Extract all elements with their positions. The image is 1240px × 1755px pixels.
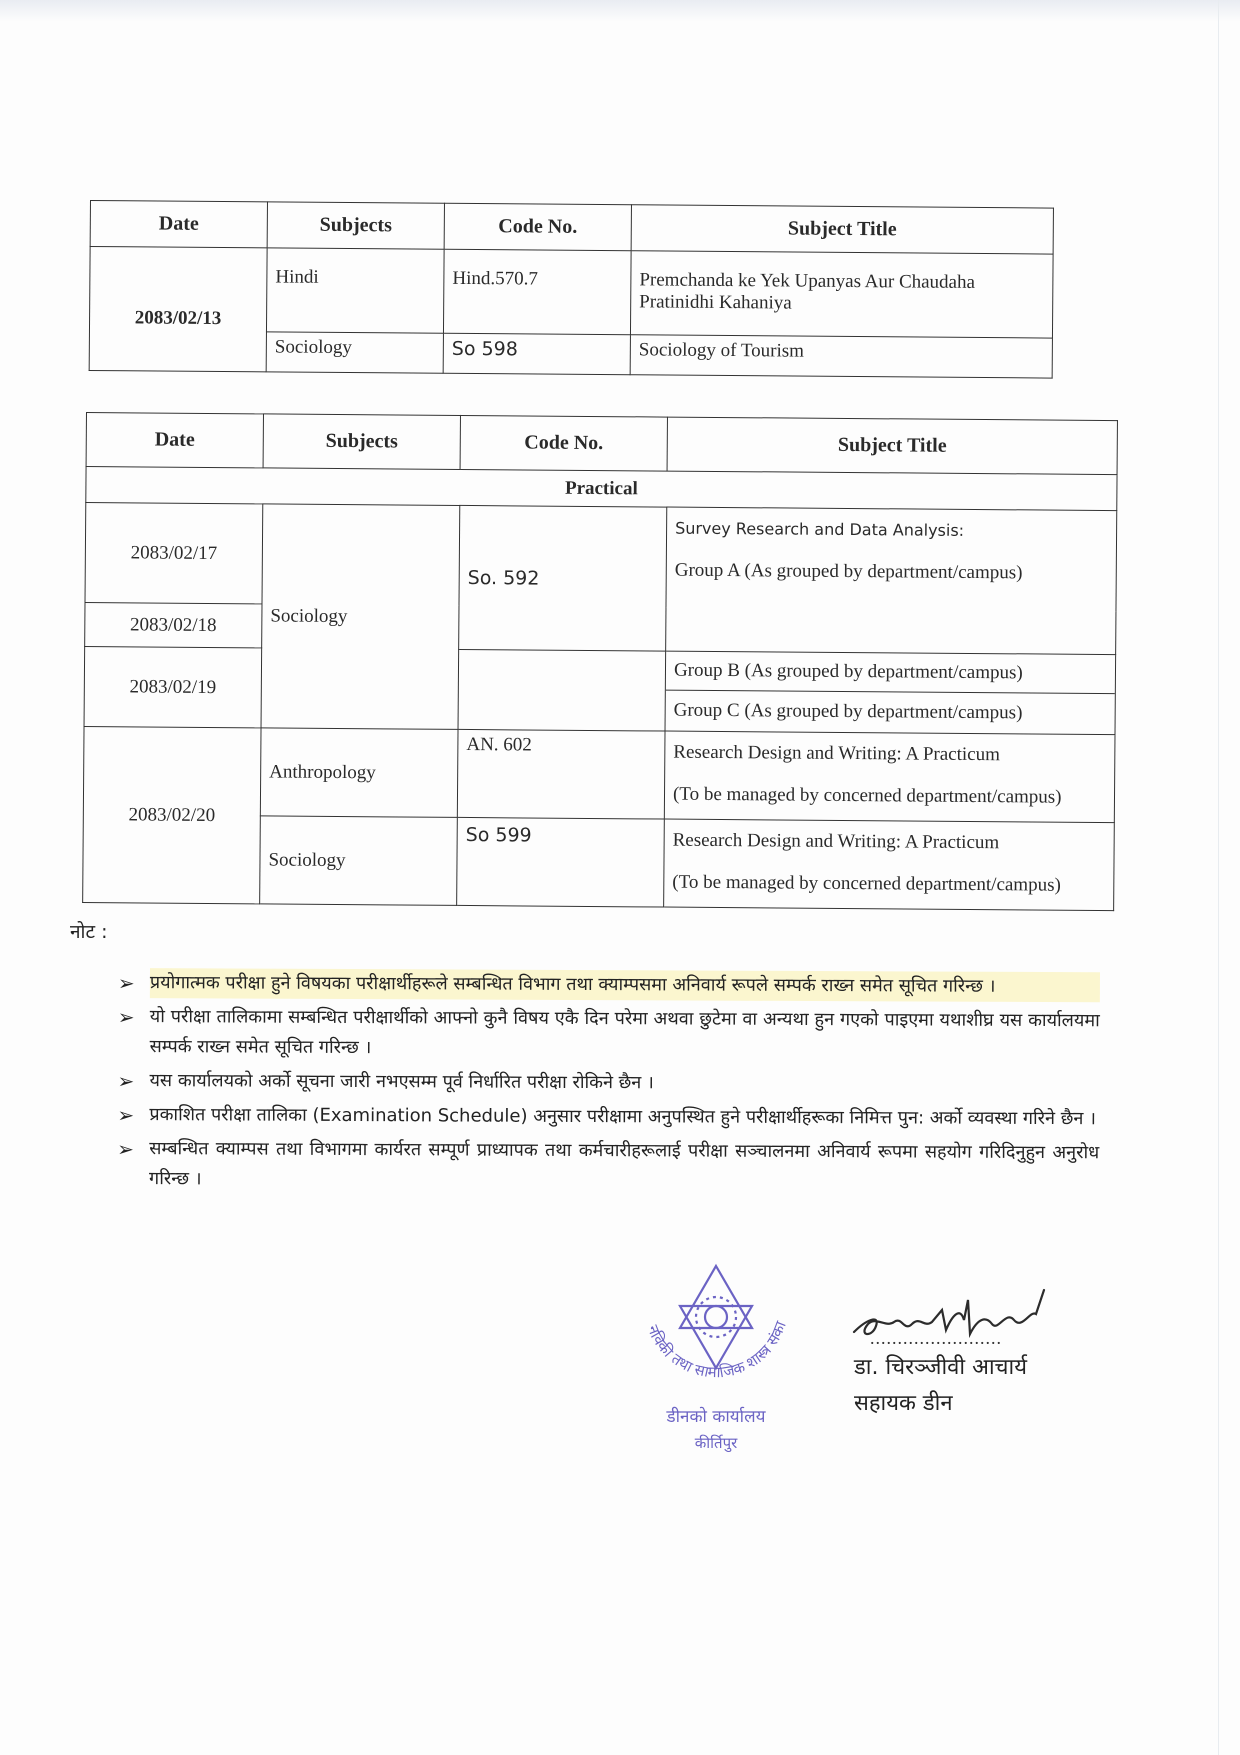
- code-cell: So 598: [443, 333, 630, 374]
- table-header-row: [90, 201, 1053, 255]
- code-cell: AN. 602: [457, 729, 665, 819]
- title-cell: [664, 731, 1115, 823]
- note-text: प्रयोगात्मक परीक्षा हुने विषयका परीक्षार्थीहरूले सम्बन्धित विभाग तथा क्याम्पसमा अनिवार्य रूपले सम्पर्क राख्न समेत सूचित गरिन्छ ।: [150, 968, 1100, 1002]
- group-c: Group C (As grouped by department/campus): [673, 699, 1023, 724]
- code-cell-empty: [458, 649, 666, 731]
- subject-cell: Sociology: [261, 504, 460, 730]
- title-cell: [664, 819, 1115, 911]
- title-heading: Survey Research and Data Analysis:: [675, 518, 965, 540]
- subject-cell: Hindi: [266, 248, 444, 333]
- office-stamp: [616, 1262, 816, 1462]
- note-item: [117, 1134, 1099, 1198]
- group-b: Group B (As grouped by department/campus): [666, 652, 1115, 695]
- date-cell: 2083/02/17: [85, 503, 263, 604]
- arrow-bullet-icon: ➢: [117, 1136, 135, 1162]
- date-cell: 2083/02/18: [85, 602, 262, 647]
- note-text: यो परीक्षा तालिकामा सम्बन्धित परीक्षार्थीको आफ्नो कुनै विषय एकै दिन परेमा अथवा छुटेमा वा अन्यथा हुन गएको पाइएमा यथाशीघ्र यस कार्यालयमा सम्पर्क राख्न समेत सूचित गरिन्छ ।: [149, 1006, 1100, 1059]
- title-text: Research Design and Writing: A Practicum: [672, 829, 1000, 854]
- note-text: सम्बन्धित क्याम्पस तथा विभागमा कार्यरत सम्पूर्ण प्राध्यापक तथा कर्मचारीहरूलाई परीक्षा सञ्चालनमा अनिवार्य रूपमा सहयोग गरिदिनुहुन अनुरोध गरिन्छ ।: [149, 1138, 1100, 1190]
- title-cell: [665, 651, 1116, 735]
- scan-top-shade: [0, 0, 1240, 22]
- header-date: Date: [86, 413, 263, 468]
- signature-dotted-line: ........................: [870, 1328, 1002, 1348]
- note-item: [118, 968, 1100, 1002]
- title-cell: [666, 507, 1117, 655]
- code-cell: Hind.570.7: [443, 249, 631, 334]
- signatory-name: डा. चिरञ्जीवी आचार्य: [854, 1355, 1027, 1380]
- stamp-line2: कीर्तिपुर: [694, 1434, 738, 1452]
- note-text: प्रकाशित परीक्षा तालिका (Examination Schedule) अनुसार परीक्षामा अनुपस्थित हुने परीक्षार्थीहरूका निमित्त पुन: अर्को व्यवस्था गरिने छैन ।: [149, 1104, 1096, 1130]
- subject-cell: Sociology: [266, 332, 443, 373]
- note-item: [117, 1100, 1099, 1134]
- title-note: (To be managed by concerned department/campus): [672, 783, 1062, 808]
- scan-fold-line: [1218, 0, 1219, 1755]
- date-cell: 2083/02/13: [89, 247, 267, 372]
- arrow-bullet-icon: ➢: [117, 1068, 135, 1094]
- header-subject-title: Subject Title: [667, 417, 1117, 475]
- exam-schedule-table-theory: [89, 200, 1054, 379]
- stamp-emblem-icon: [616, 1262, 816, 1462]
- header-subjects: Subjects: [263, 414, 460, 470]
- star-emblem-icon: [680, 1266, 752, 1368]
- header-date: Date: [90, 201, 267, 248]
- stamp-arc-text: नविकी तथा सामाजिक शास्त्र संका: [643, 1318, 790, 1382]
- header-subjects: Subjects: [267, 202, 444, 249]
- subject-cell: Sociology: [260, 816, 458, 906]
- section-label-practical: Practical: [86, 467, 1117, 511]
- stamp-line1: डीनको कार्यालय: [666, 1407, 766, 1427]
- code-cell: So 599: [457, 817, 665, 907]
- date-cell: 2083/02/19: [84, 646, 262, 727]
- title-note: (To be managed by concerned department/campus): [672, 871, 1061, 896]
- date-cell: 2083/02/20: [83, 726, 261, 903]
- table-row: [83, 726, 1115, 822]
- signature-block: [846, 1280, 1086, 1417]
- title-text: Research Design and Writing: A Practicum: [673, 741, 1000, 766]
- note-item: [118, 1002, 1100, 1066]
- header-code: Code No.: [444, 203, 631, 250]
- arrow-bullet-icon: ➢: [117, 1102, 135, 1128]
- table-row: [89, 247, 1053, 339]
- code-cell: So. 592: [459, 505, 667, 651]
- arrow-bullet-icon: ➢: [117, 1004, 135, 1030]
- note-item: [117, 1066, 1099, 1100]
- group-a: Group A (As grouped by department/campus): [674, 559, 1023, 584]
- subject-cell: Anthropology: [260, 728, 458, 818]
- notes-list: [117, 968, 1100, 1202]
- header-code: Code No.: [460, 415, 667, 471]
- table-header-row: [86, 413, 1117, 475]
- note-text: यस कार्यालयको अर्को सूचना जारी नभएसम्म पूर्व निर्धारित परीक्षा रोकिने छैन ।: [149, 1070, 654, 1094]
- table-row: [84, 646, 1116, 734]
- title-cell: Premchanda ke Yek Upanyas Aur Chaudaha Pratinidhi Kahaniya: [630, 251, 1053, 338]
- header-subject-title: Subject Title: [631, 205, 1053, 254]
- title-cell: Sociology of Tourism: [630, 335, 1052, 378]
- exam-schedule-table-practical: [82, 412, 1118, 911]
- arrow-bullet-icon: ➢: [117, 971, 135, 996]
- table-row: [85, 503, 1117, 611]
- signatory-role: सहायक डीन: [854, 1391, 953, 1416]
- note-heading: नोट :: [70, 921, 108, 943]
